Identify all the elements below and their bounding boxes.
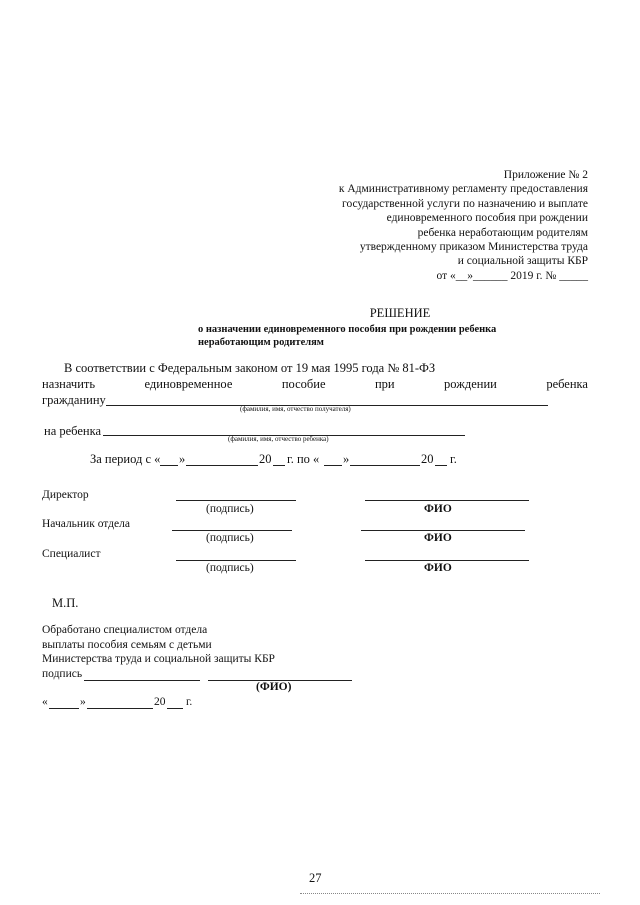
subtitle-line-2: неработающим родителям xyxy=(198,337,324,348)
processed-day-field[interactable] xyxy=(49,708,79,709)
period-end-day-field[interactable] xyxy=(324,465,342,466)
signature-role-specialist: Специалист xyxy=(42,548,101,560)
page-bottom-rule xyxy=(300,893,600,894)
date-close-quote: » xyxy=(80,696,86,708)
appendix-line: от «__»______ 2019 г. № _____ xyxy=(436,269,588,282)
director-name-field[interactable] xyxy=(365,500,529,501)
assign-word: назначить xyxy=(42,377,96,391)
period-middle: г. по « xyxy=(287,452,320,466)
specialist-signature-field[interactable] xyxy=(176,560,296,561)
period-end-year-field[interactable] xyxy=(435,465,447,466)
appendix-line: Приложение № 2 xyxy=(503,169,588,181)
period-start-month-field[interactable] xyxy=(186,465,258,466)
processed-signature-label: подпись xyxy=(42,668,83,680)
period-prefix: За период с « xyxy=(90,452,161,466)
head-signature-field[interactable] xyxy=(172,530,292,531)
signature-label: (подпись) xyxy=(206,503,254,515)
processed-block xyxy=(42,623,275,667)
fio-label: ФИО xyxy=(424,532,452,544)
specialist-name-field[interactable] xyxy=(365,560,529,561)
signature-label: (подпись) xyxy=(206,532,254,544)
appendix-block xyxy=(339,168,588,283)
child-label: на ребенка xyxy=(44,424,102,438)
appendix-line: государственной услуги по назначению и выплате xyxy=(342,197,588,210)
fio-label: ФИО xyxy=(424,503,452,515)
processed-month-field[interactable] xyxy=(87,708,153,709)
date-year-prefix: 20 xyxy=(154,696,166,708)
fio-label: ФИО xyxy=(424,562,452,574)
period-quote: » xyxy=(343,452,350,466)
processed-signature-field[interactable] xyxy=(84,680,200,681)
signature-label: (подпись) xyxy=(206,562,254,574)
assign-word: рождении xyxy=(444,377,497,391)
processed-line: Обработано специалистом отдела xyxy=(42,624,208,636)
appendix-line: к Административному регламенту предоставления xyxy=(338,183,588,196)
appendix-line: единовременного пособия при рождении xyxy=(386,212,588,225)
period-year-prefix: 20 xyxy=(421,452,434,466)
assign-word: пособие xyxy=(281,377,326,391)
document-title: РЕШЕНИЕ xyxy=(369,306,431,320)
period-end-month-field[interactable] xyxy=(350,465,420,466)
period-quote: » xyxy=(179,452,186,466)
assign-word: ребенка xyxy=(546,377,588,391)
signature-role-head: Начальник отдела xyxy=(42,518,130,530)
processed-line: выплаты пособия семьям с детьми xyxy=(42,638,212,651)
period-start-year-field[interactable] xyxy=(273,465,285,466)
page-number: 27 xyxy=(309,871,322,885)
processed-fio-label: (ФИО) xyxy=(256,681,292,693)
signature-role-director: Директор xyxy=(42,489,89,501)
period-year-prefix: 20 xyxy=(259,452,272,466)
date-suffix: г. xyxy=(186,696,193,708)
appendix-line: утвержденному приказом Министерства труда xyxy=(359,241,588,254)
document-subtitle xyxy=(198,323,496,349)
date-open-quote: « xyxy=(42,696,48,708)
processed-line: Министерства труда и социальной защиты КБР xyxy=(42,653,275,665)
processed-year-field[interactable] xyxy=(167,708,183,709)
assign-line xyxy=(42,377,588,392)
citizen-hint: (фамилия, имя, отчество получателя) xyxy=(240,405,351,413)
head-name-field[interactable] xyxy=(361,530,525,531)
appendix-line: ребенка неработающим родителям xyxy=(417,226,588,239)
assign-word: единовременное xyxy=(144,377,233,391)
period-suffix: г. xyxy=(450,452,457,466)
assign-word: при xyxy=(374,377,395,391)
subtitle-line-1: о назначении единовременного пособия при рождении ребенка xyxy=(198,324,497,335)
citizen-label: гражданину xyxy=(42,393,106,407)
law-reference: В соответствии с Федеральным законом от 19 мая 1995 года № 81-ФЗ xyxy=(64,361,436,375)
appendix-line: и социальной защиты КБР xyxy=(457,255,588,268)
stamp-place: М.П. xyxy=(52,596,79,610)
period-start-day-field[interactable] xyxy=(160,465,178,466)
director-signature-field[interactable] xyxy=(176,500,296,501)
child-hint: (фамилия, имя, отчество ребенка) xyxy=(228,435,329,443)
